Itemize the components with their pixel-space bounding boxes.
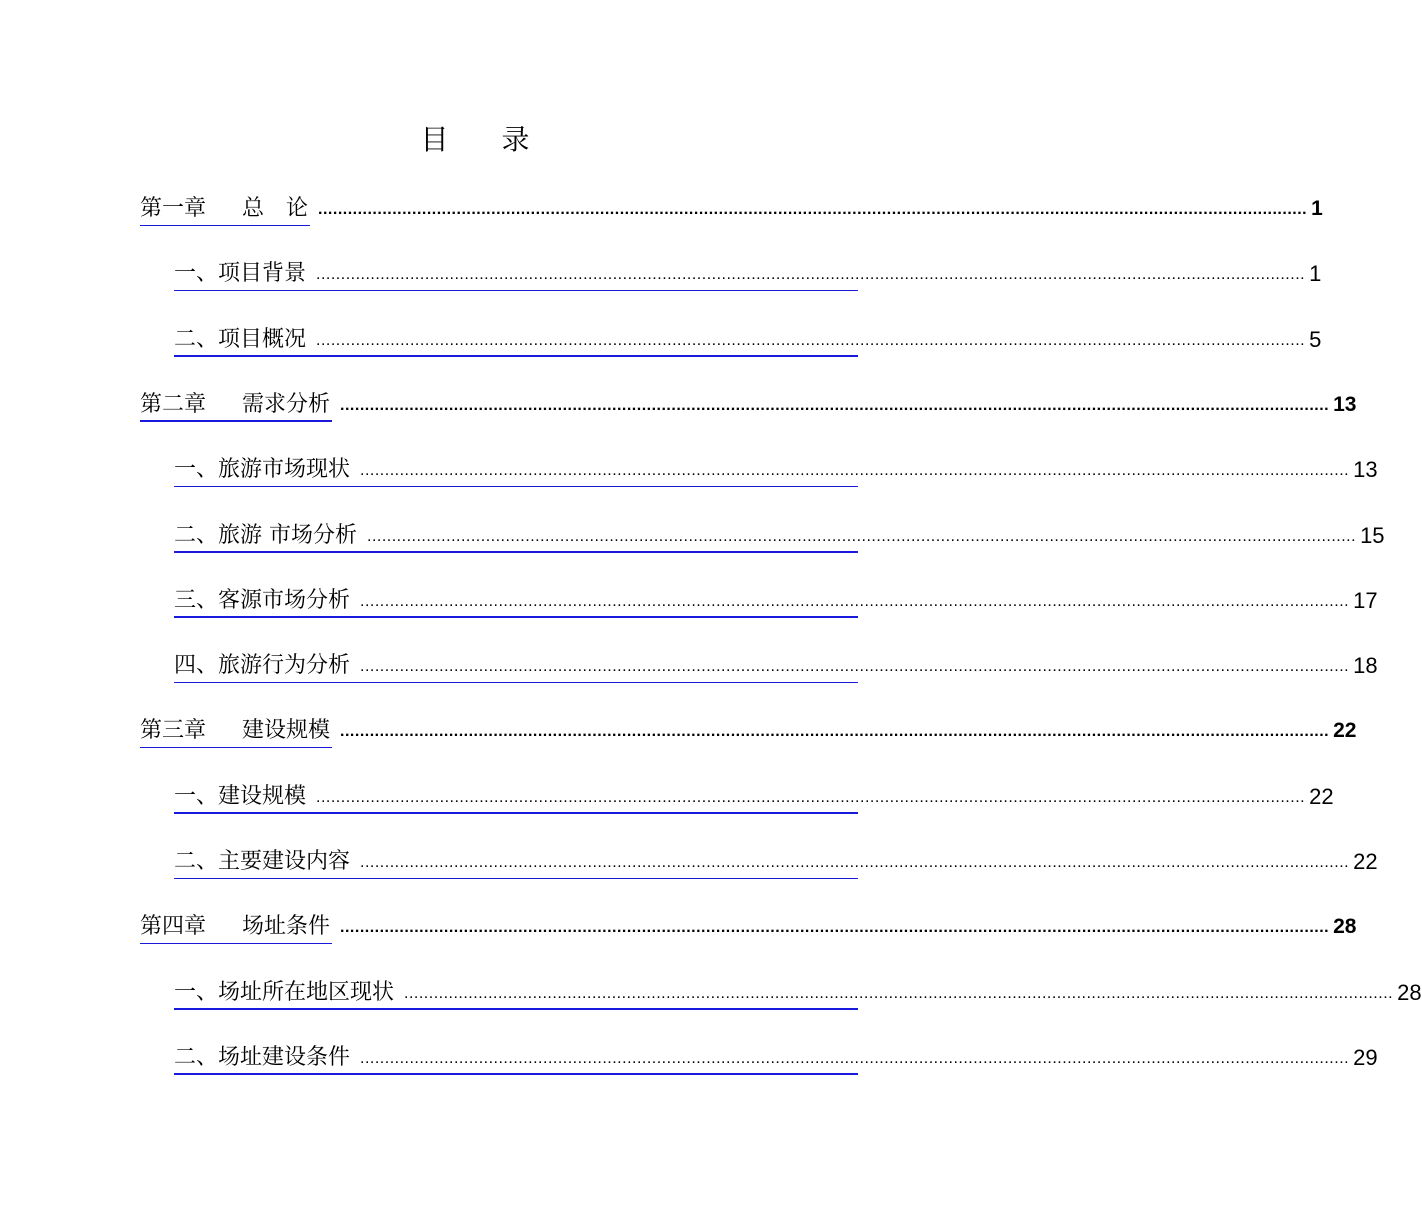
leader-dots: ........................................................................................................................................................................................................: [360, 1049, 1350, 1067]
section-label: 二、项目概况: [174, 326, 307, 352]
leader-dots: ........................................................................................................................................................................................................: [316, 788, 1306, 806]
leader-dots: ........................................................................................................................................................................................................: [360, 462, 1350, 480]
chapter-name: 场址条件: [242, 914, 331, 940]
leader-dots: ........................................................................................................................................................................................................: [340, 723, 1330, 741]
page-number: 13: [1353, 457, 1378, 483]
chapter-name: 需求分析: [242, 391, 331, 417]
chapter-label: [140, 718, 330, 744]
page-number: 17: [1353, 587, 1378, 613]
leader-dots: ........................................................................................................................................................................................................: [360, 854, 1350, 871]
section-label: 四、旅游行为分析: [174, 653, 351, 679]
toc-section-link[interactable]: [174, 257, 1322, 287]
page-number: 13: [1333, 392, 1357, 416]
page-number: 1: [1309, 261, 1322, 287]
chapter-label: [140, 914, 330, 940]
page-number: 29: [1353, 1044, 1378, 1070]
toc-section-link[interactable]: [174, 780, 1334, 810]
section-label: 二、主要建设内容: [174, 849, 351, 874]
leader-dots: ........................................................................................................................................................................................................: [404, 984, 1394, 1002]
page-number: 22: [1309, 783, 1334, 809]
link-underline: [174, 616, 858, 618]
page-number: 22: [1333, 719, 1357, 743]
toc-section-link[interactable]: [174, 519, 1385, 549]
chapter-name: 总 论: [242, 196, 309, 221]
leader-dots: ........................................................................................................................................................................................................: [316, 266, 1306, 284]
link-underline: [140, 747, 332, 749]
link-underline: [174, 486, 858, 488]
chapter-number: 第二章: [140, 391, 207, 417]
chapter-name: 建设规模: [242, 718, 331, 744]
toc-section-link[interactable]: [174, 453, 1378, 483]
leader-dots: ........................................................................................................................................................................................................: [340, 919, 1330, 937]
link-underline: [140, 420, 332, 422]
toc-chapter-link[interactable]: [140, 192, 1323, 222]
toc-chapter-link[interactable]: [140, 910, 1357, 940]
page-number: 28: [1397, 979, 1422, 1005]
link-underline: [174, 812, 858, 814]
link-underline: [174, 290, 858, 292]
chapter-number: 第一章: [140, 196, 207, 221]
section-label: 一、旅游市场现状: [174, 457, 351, 483]
toc-chapter-link[interactable]: [140, 388, 1357, 418]
chapter-number: 第四章: [140, 914, 207, 940]
section-label: 二、场址建设条件: [174, 1044, 351, 1070]
toc-chapter-link[interactable]: [140, 714, 1357, 744]
leader-dots: ........................................................................................................................................................................................................: [367, 527, 1357, 545]
page-number: 18: [1353, 653, 1378, 679]
toc-section-link[interactable]: [174, 1041, 1378, 1071]
page-number: 5: [1309, 326, 1322, 352]
leader-dots: ........................................................................................................................................................................................................: [340, 396, 1330, 414]
section-label: 一、建设规模: [174, 783, 307, 809]
toc-section-link[interactable]: [174, 323, 1322, 353]
section-label: 一、场址所在地区现状: [174, 979, 395, 1005]
toc-section-link[interactable]: [174, 584, 1378, 614]
toc-title: [0, 118, 950, 158]
section-label: 一、项目背景: [174, 261, 307, 287]
page-number: 15: [1360, 522, 1385, 548]
page-number: 22: [1353, 849, 1378, 874]
toc-section-link[interactable]: [174, 649, 1378, 679]
link-underline: [140, 225, 310, 227]
leader-dots: ........................................................................................................................................................................................................: [360, 658, 1350, 676]
chapter-number: 第三章: [140, 718, 207, 744]
leader-dots: ........................................................................................................................................................................................................: [318, 201, 1308, 218]
chapter-label: [140, 392, 330, 418]
title-char-1: 目: [420, 123, 449, 156]
toc-section-link[interactable]: [174, 976, 1422, 1006]
leader-dots: ........................................................................................................................................................................................................: [360, 592, 1350, 610]
link-underline: [174, 1008, 858, 1010]
section-label: 三、客源市场分析: [174, 587, 351, 613]
link-underline: [174, 878, 858, 880]
chapter-label: [140, 196, 308, 222]
page-number: 28: [1333, 915, 1357, 939]
title-char-2: 录: [501, 123, 530, 156]
link-underline: [140, 943, 332, 945]
link-underline: [174, 551, 858, 553]
link-underline: [174, 1073, 858, 1075]
leader-dots: ........................................................................................................................................................................................................: [316, 331, 1306, 349]
link-underline: [174, 355, 858, 357]
link-underline: [174, 682, 858, 684]
toc-section-link[interactable]: [174, 845, 1378, 875]
page-number: 1: [1311, 197, 1323, 220]
section-label: 二、旅游 市场分析: [174, 522, 357, 548]
